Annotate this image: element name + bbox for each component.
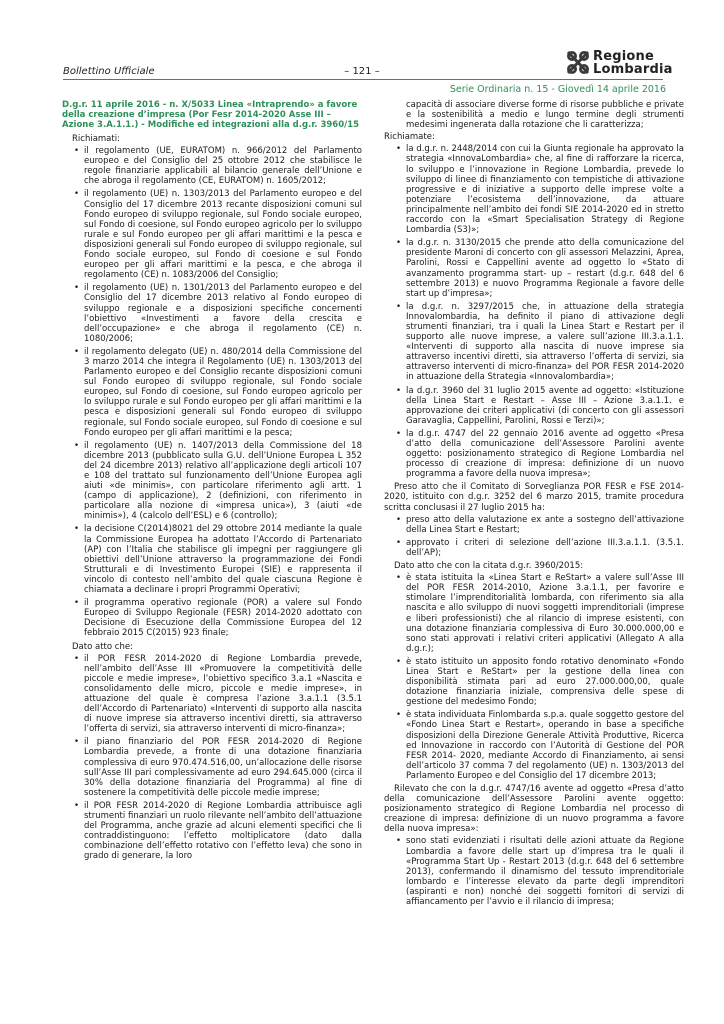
logo-line-1: Regione xyxy=(593,49,654,64)
list-item: • il regolamento (UE, EURATOM) n. 966/2012 del Parlamento europeo e del Consiglio del 25 ottobre 2012 che stabilisce le regole finanziarie applicabili al bilancio generale dell’Unione e che abroga il regolamento (CE, EURATOM) n. 1605/2012; xyxy=(62,146,362,186)
list-item: • il POR FESR 2014-2020 di Regione Lombardia attribuisce agli strumenti finanziari un ruolo rilevante nell’ambito dell’attuazione del Programma, anche grazie ad alcuni elementi specifici che li contraddistinguono: l’effetto moltiplicatore (dato dalla combinazione dell’effetto rotativo con l’effetto leva) che sono in grado di generare, la loro xyxy=(62,801,362,862)
series-info: Serie Ordinaria n. 15 - Giovedì 14 aprile 2016 xyxy=(449,84,666,95)
list-item: • è stata istituita la «Linea Start e ReStart» a valere sull’Asse III del POR FESR 2014-2010, Azione 3.a.1.1, per favorire e stimolare l’imprenditorialità lombarda, con riferimento sia alla nascita e allo sviluppo di nuovi soggetti imprenditoriali (imprese e liberi professionisti) che al rilancio di imprese esistenti, con una dotazione finanziaria complessiva di Euro 30.000.000,00 e sono stati approvati i relativi criteri applicativi (Allegato A alla d.g.r.); xyxy=(384,573,684,654)
list-item: • il regolamento (UE) n. 1407/2013 della Commissione del 18 dicembre 2013 (pubblicato sulla G.U. dell’Unione Europea L 352 del 24 dicembre 2013) relativo all’applicazione degli articoli 107 e 108 del trattato sul funzionamento dell’Unione Europea agli aiuti «de minimis», con particolare riferimento agli artt. 1 (campo di applicazione), 2 (definizioni, con riferimento in particolare alla nozione di «impresa unica»), 3 (aiuti «de minimis»), 4 (calcolo dell’ESL) e 6 (controllo); xyxy=(62,441,362,522)
richiamate-list xyxy=(384,144,684,479)
continued-text: capacità di associare diverse forme di risorse pubbliche e private e la sostenibilità a medio e lungo termine degli strumenti medesimi ingenerata dalla rotazione che li caratterizza; xyxy=(406,100,684,131)
list-item: • la d.g.r. n. 3130/2015 che prende atto della comunicazione del presidente Maroni di concerto con gli assessori Melazzini, Aprea, Parolini, Rossi e Cappellini avente ad oggetto lo «Stato di avanzamento programma start- up – restart (d.g.r. 648 del 6 settembre 2013) e nuovo Programma Regionale a favore delle start up d’impresa»; xyxy=(384,238,684,299)
list-item: • la d.g.r. 4747 del 22 gennaio 2016 avente ad oggetto «Presa d’atto della comunicazione dell’Assessore Parolini avente oggetto: posizionamento strategico di Regione Lombardia nel processo di creazione di impresa: definizione di un nuovo programma a favore della nuova impresa»; xyxy=(384,429,684,479)
regione-lombardia-logo-icon xyxy=(563,48,593,78)
list-item: • il regolamento (UE) n. 1301/2013 del Parlamento europeo e del Consiglio del 17 dicembre 2013 relativo al Fondo europeo di sviluppo regionale e a disposizioni specifiche concernenti l’obiettivo «Investimenti a favore della crescita e dell’occupazione» e che abroga il regolamento (CE) n. 1080/2006; xyxy=(62,283,362,344)
list-item: • è stato istituito un apposito fondo rotativo denominato «Fondo Linea Start e ReStart» per la gestione della linea con disponibilità stimata pari ad euro 27.000.000,00, quale dotazione finanziaria iniziale, comprensiva delle spese di gestione del medesimo Fondo; xyxy=(384,657,684,707)
logo-text xyxy=(593,50,673,76)
dato-atto-list-right xyxy=(384,573,684,781)
preso-atto-list xyxy=(384,515,684,558)
logo-line-2: Lombardia xyxy=(593,62,673,77)
list-item: • sono stati evidenziati i risultati delle azioni attuate da Regione Lombardia a favore delle start up d’impresa tra le quali il «Programma Start Up - Restart 2013 (d.g.r. 648 del 6 settembre 2013), confermando il dinamismo del tessuto imprenditoriale lombardo e l’interesse elevato da parte degli imprenditori (aspiranti e non) nonché dei soggetti fornitori di servizi di affiancamento per l’avvio e il rilancio di impresa; xyxy=(384,836,684,907)
dato-atto-list xyxy=(62,654,362,862)
page-header xyxy=(0,0,724,100)
list-item: • il POR FESR 2014-2020 di Regione Lombardia prevede, nell’ambito dell’Asse III «Promuovere la competitività delle piccole e medie imprese», l’obiettivo specifico 3.a.1 «Nascita e consolidamento delle micro, piccole e medie imprese», in attuazione del quale è compresa l’azione 3.a.1.1 (3.5.1 dell’Accordo di Partenariato) «Interventi di supporto alla nascita di nuove imprese sia attraverso incentivi diretti, sia attraverso l’offerta di servizi, sia attraverso interventi di micro-finanza»; xyxy=(62,654,362,735)
act-title: D.g.r. 11 aprile 2016 - n. X/5033 Linea «Intraprendo» a favore della creazione d’impresa (Por Fesr 2014-2020 Asse III – Azione 3.A.1.1.) - Modifiche ed integrazioni alla d.g.r. 3960/15 xyxy=(62,100,360,130)
regione-lombardia-logo xyxy=(563,48,683,88)
richiamati-list xyxy=(62,146,362,638)
list-item: • la d.g.r. n. 3297/2015 che, in attuazione della strategia Innovalombardia, ha definito il piano di attivazione degli strumenti finanziari, tra i quali la Linea Start e Restart per il supporto alle nuove imprese, a valere sull’azione III.3.a.1.1. «Interventi di supporto alla nascita di nuove imprese sia attraverso incentivi diretti, sia attraverso l’offerta di servizi, sia attraverso interventi di micro-finanza» del POR FESR 2014-2020 in attuazione della Strategia «Innovalombardia»; xyxy=(384,302,684,383)
list-item: • è stata individuata Finlombarda s.p.a. quale soggetto gestore del «Fondo Linea Start e Restart», operando in base a specifiche disposizioni della Direzione Generale Attività Produttive, Ricerca ed Innovazione in raccordo con l’Autorità di Gestione del POR FESR 2014- 2020, mediante Accordo di Finanziamento, ai sensi dell’articolo 37 comma 7 del regolamento (UE) n. 1303/2013 del Parlamento Europeo e del Consiglio del 17 dicembre 2013; xyxy=(384,710,684,781)
preso-atto-paragraph: Preso atto che il Comitato di Sorveglianza POR FESR e FSE 2014-2020, istituito con d.g.r. 3252 del 6 marzo 2015, tramite procedura scritta conclusasi il 27 luglio 2015 ha: xyxy=(384,482,684,513)
right-column xyxy=(384,100,684,910)
dato-atto-label: Dato atto che: xyxy=(72,641,133,652)
dato-atto-paragraph: Dato atto che con la citata d.g.r. 3960/2015: xyxy=(394,561,584,572)
richiamati-label: Richiamati: xyxy=(72,134,120,144)
rilevato-paragraph: Rilevato che con la d.g.r. 4747/16 avente ad oggetto «Presa d’atto della comunicazione dell’Assessore Parolini avente oggetto: posizionamento strategico di Regione Lombardia nel processo di creazione di impresa: definizione di un nuovo programma a favore della nuova impresa»: xyxy=(384,784,684,835)
list-item: • approvato i criteri di selezione dell’azione III.3.a.1.1. (3.5.1. dell’AP); xyxy=(384,538,684,558)
list-item: • il programma operativo regionale (POR) a valere sul Fondo Europeo di Sviluppo Regionale (FESR) 2014-2020 adottato con Decisione di Esecuzione della Commissione Europea del 12 febbraio 2015 C(2015) 923 finale; xyxy=(62,598,362,638)
list-item: • preso atto della valutazione ex ante a sostegno dell’attivazione della Linea Start e Restart; xyxy=(384,515,684,535)
richiamate-label: Richiamate: xyxy=(384,132,435,143)
list-item: • il piano finanziario del POR FESR 2014-2020 di Regione Lombardia prevede, a fronte di una dotazione finanziaria complessiva di euro 970.474.516,00, un’allocazione delle risorse sull’Asse III pari complessivamente ad euro 294.645.000 (circa il 30% della dotazione finanziaria del Programma) al fine di sostenere la competitività delle piccole medie imprese; xyxy=(62,737,362,798)
list-item: • la d.g.r. n. 2448/2014 con cui la Giunta regionale ha approvato la strategia «InnovaLombardia» che, al fine di rafforzare la ricerca, lo sviluppo e l’innovazione in Regione Lombardia, prevede lo sviluppo di linee di finanziamento con tempistiche di attivazione progressive e di iniziative a supporto delle imprese volte a potenziare l’ecosistema dell’innovazione, da attuare principalmente nell’ambito dei fondi SIE 2014-2020 ed in stretto raccordo con la «Smart Specialisation Strategy di Regione Lombardia (S3)»; xyxy=(384,144,684,235)
header-rule xyxy=(63,79,663,80)
list-item: • la decisione C(2014)8021 del 29 ottobre 2014 mediante la quale la Commissione Europea ha adottato l’Accordo di Partenariato (AP) con l’Italia che stabilisce gli impegni per raggiungere gli obiettivi dell’Unione attraverso la programmazione dei Fondi Strutturali e di Investimento Europei (SIE) e rappresenta il vincolo di contesto nell’ambito del quale ciascuna Regione è chiamata a declinare i propri Programmi Operativi; xyxy=(62,524,362,595)
list-item: • la d.g.r. 3960 del 31 luglio 2015 avente ad oggetto: «Istituzione della Linea Start e Restart – Asse III – Azione 3.a.1.1. e approvazione dei criteri applicativi (di concerto con gli assessori Garavaglia, Cappellini, Parolini, Rossi e Terzi)»; xyxy=(384,386,684,426)
rilevato-list xyxy=(384,836,684,907)
page-number: – 121 – xyxy=(344,66,380,77)
left-column xyxy=(62,100,362,864)
list-item: • il regolamento (UE) n. 1303/2013 del Parlamento europeo e del Consiglio del 17 dicembre 2013 recante disposizioni comuni sul Fondo europeo di sviluppo regionale, sul Fondo sociale europeo, sul Fondo di coesione, sul Fondo europeo agricolo per lo sviluppo rurale e sul Fondo europeo per gli affari marittimi e la pesca e disposizioni generali sul Fondo europeo di sviluppo regionale, sul Fondo sociale europeo, sul Fondo di coesione e sul Fondo europeo per gli affari marittimi e la pesca, e che abroga il regolamento (CE) n. 1083/2006 del Consiglio; xyxy=(62,189,362,280)
list-item: • il regolamento delegato (UE) n. 480/2014 della Commissione del 3 marzo 2014 che integra il Regolamento (UE) n. 1303/2013 del Parlamento europeo e del Consiglio recante disposizioni comuni sul Fondo europeo di sviluppo regionale, sul Fondo sociale europeo, sul Fondo di coesione, sul Fondo europeo agricolo per lo sviluppo rurale e sul Fondo europeo per gli affari marittimi e la pesca e disposizioni generali sul Fondo europeo di sviluppo regionale, sul Fondo sociale europeo, sul Fondo di coesione e sul Fondo europeo per gli affari marittimi e la pesca; xyxy=(62,347,362,438)
publication-name: Bollettino Ufficiale xyxy=(63,66,155,77)
